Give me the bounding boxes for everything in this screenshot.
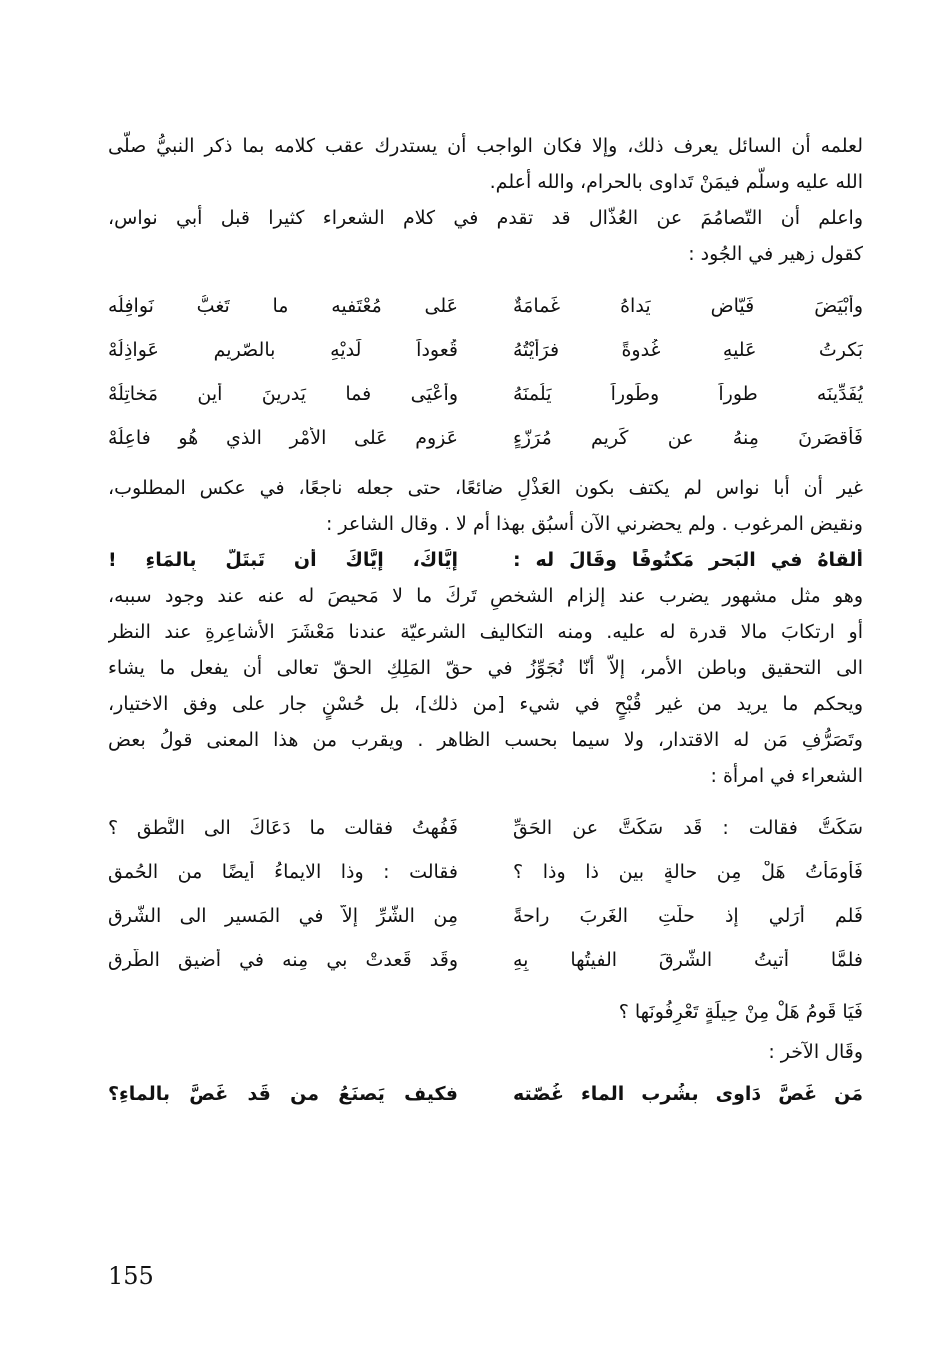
verse-line (108, 284, 863, 328)
verse-second-hemistich: فكيف يَصنَعُ من قَد غَصَّ بالماءِ؟ (108, 1083, 458, 1105)
verse-first-hemistich: مَن غَصَّ دَاوى بشُرب الماء غُصّته (513, 1083, 863, 1105)
verse-line (108, 938, 863, 982)
verse-second-hemistich: مِن الشَّرِّ إلاَّ في المَسيرِ الى الشَّرقِ (108, 905, 458, 927)
text-line: لعلمه أن السائل يعرف ذلك، وإلا فكان الواجب أن يستدرك عقب كلامه بما ذكر النبيُّ صلّى (108, 135, 863, 157)
paragraph-1 (108, 128, 863, 200)
verse-second-hemistich: عَلى مُعْتَفيه ما تَغبُّ نَوافِلُه (108, 295, 458, 317)
verse-line (108, 806, 863, 850)
verse-second-hemistich: فقالت : وذا الايماءُ أيضًا من الحُمقِ (108, 861, 458, 883)
verse-line-bold (108, 542, 863, 578)
poem-woman (108, 806, 863, 982)
verse-line (108, 416, 863, 460)
verse-first-hemistich: فلمَّا أتيتُ الشَّرقَ الفيتُها بِهِ (513, 949, 863, 971)
text-line: الشعراء في امرأة : (710, 765, 863, 787)
verse-second-hemistich: قُعوداً لَديْهِ بالصّريمِ عَواذِلُهْ (108, 339, 458, 361)
verse-second-hemistich: إيَّاكَ، إيَّاكَ أن تَبتَلَّ بِالمَاءِ ! (108, 549, 458, 571)
verse-first-hemistich: سَكَتُّ فقالت : قَد سَكَتَّ عن الحَقِّ (513, 817, 863, 839)
text-line: غير أن أبا نواس لم يكتف بكون العَذْلِ ضائعًا، حتى جعله ناجعًا، في عكس المطلوب، (108, 477, 863, 499)
text-line: كقول زهير في الجُود : (688, 243, 863, 265)
text-line: الى التحقيق وباطن الأمر، إلاّ أنّا نُجَوِّزُ في حقّ المَلِكِ الحقّ تعالى أن يفعل ما يشاء (108, 657, 863, 679)
verse-first-hemistich: فَلم أرَلي إذ حلَّتِ الغَربَ راحةً (513, 905, 863, 927)
verse-first-hemistich: فَأقصَرنَ مِنهُ عن كَريمٍ مُرَزّءٍ (513, 427, 863, 449)
verse-line-last (108, 1072, 863, 1116)
verse-second-hemistich: عَزومٍ عَلى الأمْرِ الذي هُو فاعِلُهْ (108, 427, 458, 449)
text-line: ونقيض المرغوب . ولم يحضرني الآن أسبُق بهذا أم لا . وقال الشاعر : (325, 513, 863, 535)
verse-line (108, 894, 863, 938)
verse-line (108, 328, 863, 372)
verse-first-hemistich: ألقاهُ في البَحرِ مَكتُوفًا وقَالَ له : (513, 549, 863, 571)
text-line: أو ارتكابَ مالا قدرة له عليه. ومنه التكاليف الشرعيّة عندنا مَعْشَرَ الأشاعِرةِ عند النظر (108, 621, 863, 643)
verse-first-hemistich: فَأومَأْتُ هَلْ مِن حالةٍ بين ذا وذا ؟ (513, 861, 863, 883)
paragraph-2 (108, 200, 863, 272)
text-line: وهو مثل مشهور يضرب عند إلزام الشخصِ تَركَ ما لا مَحيصَ له عنه عند وجود سببه، (108, 585, 863, 607)
verse-first-hemistich: وأبْيَضَ فَيّاضٍ يَداهُ غَمامَةٌ (513, 295, 863, 317)
paragraph-3 (108, 470, 863, 542)
verse-line (108, 850, 863, 894)
page-body (108, 128, 863, 1116)
verse-line (108, 372, 863, 416)
verse-second-hemistich: وأعْيَى فما يَدرينَ أين مَخاتِلُهْ (108, 383, 458, 405)
said-other-line: وقَال الآخر : (768, 1041, 863, 1063)
text-line: الله عليه وسلّم فيمَنْ تَداوى بالحرام، والله أعلم. (489, 171, 863, 193)
page-number: 155 (108, 1262, 154, 1290)
verse-first-hemistich: يُفَدِّينَه طوراً وطَوراً يَلُمنَهُ (513, 383, 863, 405)
text-line: واعلم أن التّصامُمَ عن العُذّال قد تقدم في كلام الشعراء كثيرا قبل أبي نواس، (108, 207, 863, 229)
verse-second-hemistich: وقَد قَعدتْ بي مِنه في أضيقِ الطُّرقِ (108, 949, 458, 971)
poem-zuhair (108, 284, 863, 460)
verse-first-hemistich: بَكرتُ عَليهِ غُدوةً فرَأيْتُهُ (513, 339, 863, 361)
text-line: وتَصَرُّفِ مَن له الاقتدار، ولا سيما بحسب الظاهر . ويقرب من هذا المعنى قولُ بعض (108, 729, 863, 751)
verse-closing-line: فَيَا قَومُ هَلْ مِنْ حِيلَةٍ تَعْرِفُونَها ؟ (618, 1001, 863, 1023)
text-line: ويحكم ما يريد من غير قُبْحٍ في شيء [من ذلك]، بل حُسْنٍ جار على وفق الاختيار، (108, 693, 863, 715)
paragraph-4 (108, 578, 863, 794)
verse-second-hemistich: فَفُهتُ فقالت ما دَعَاكَ الى النُّطقِ ؟ (108, 817, 458, 839)
